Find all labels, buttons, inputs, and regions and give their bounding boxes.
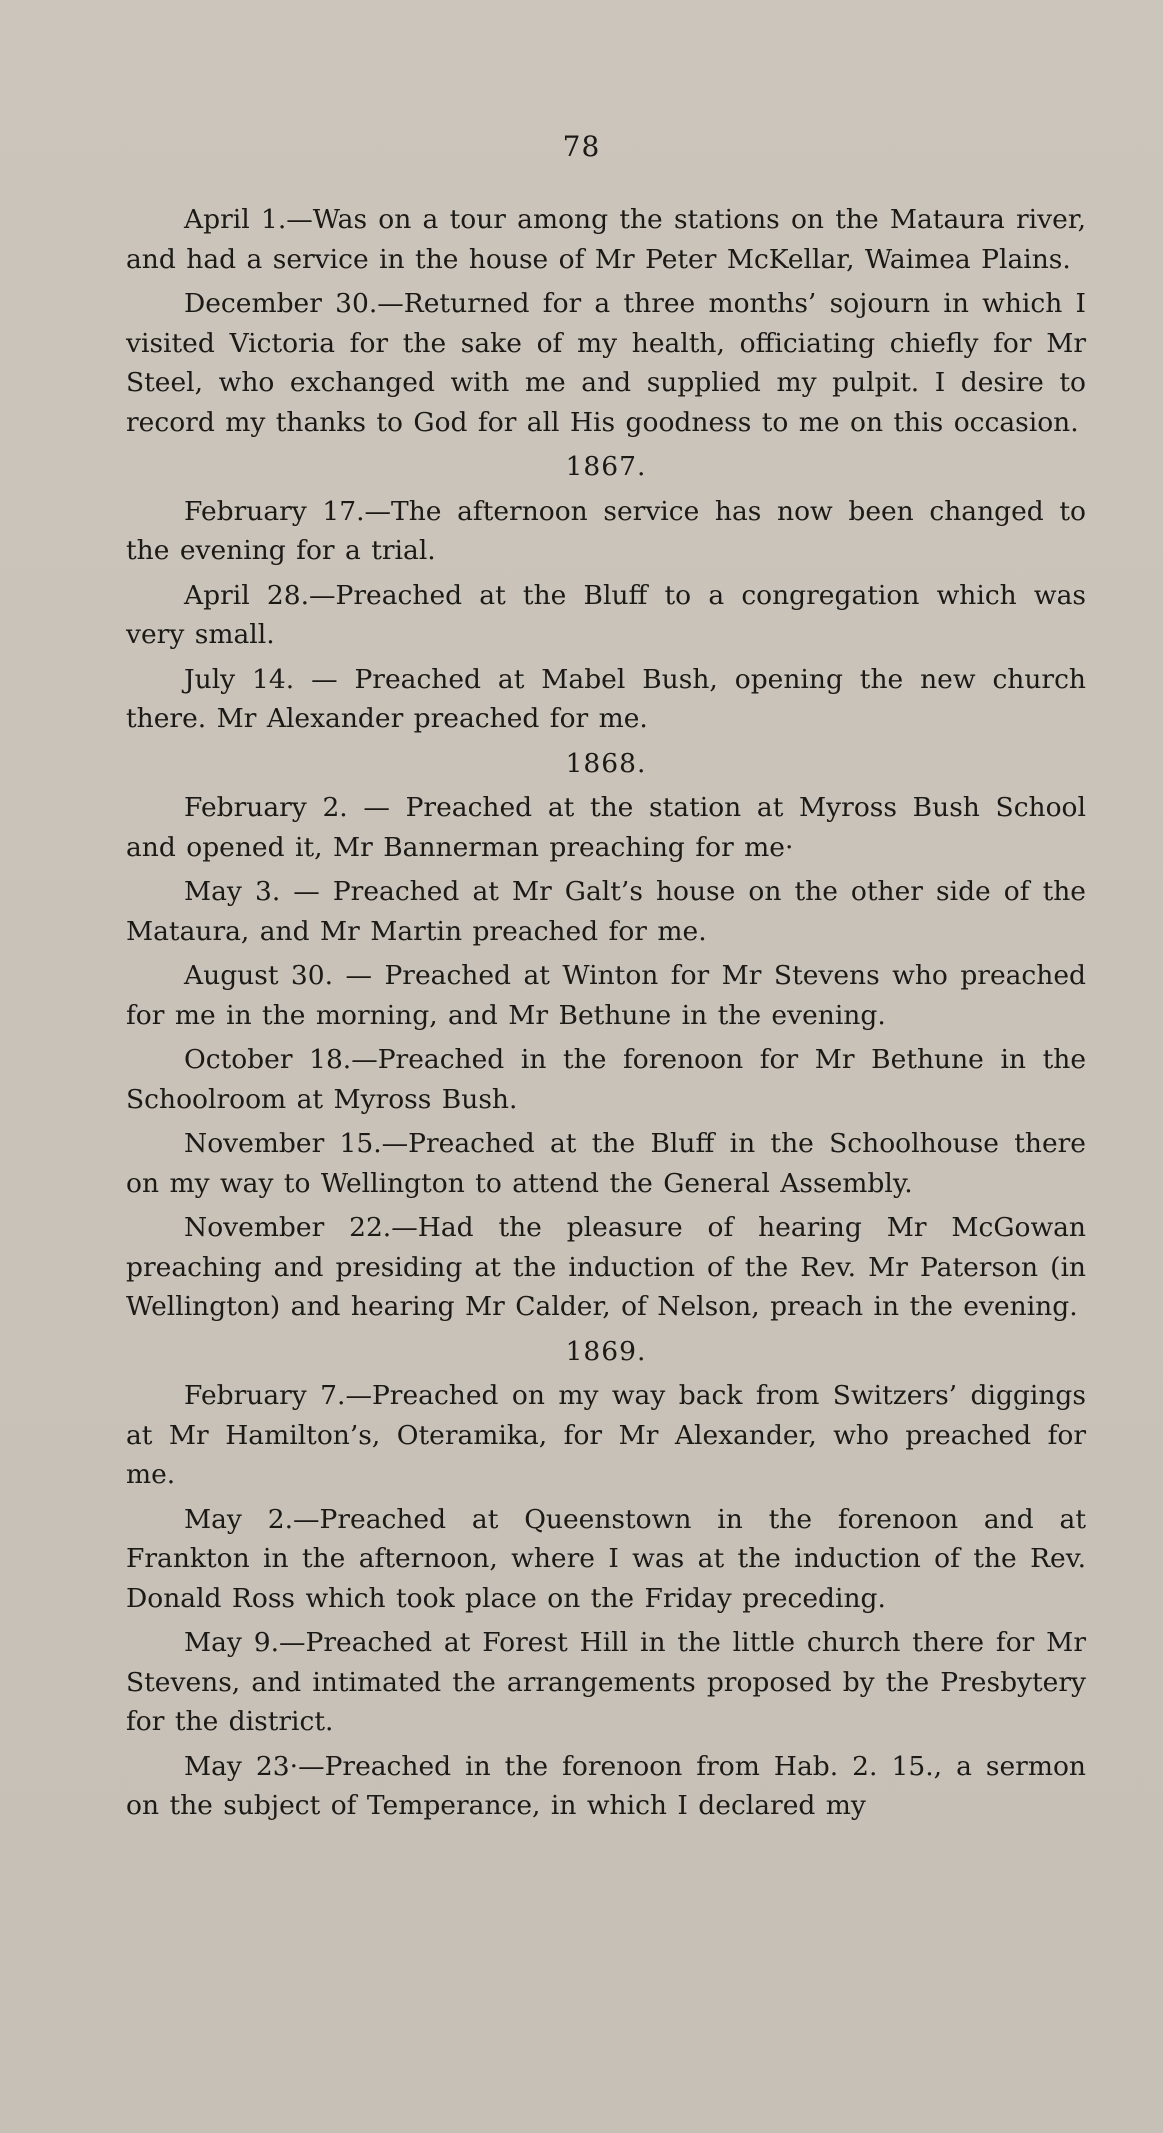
entry-july-14: July 14. — Preached at Mabel Bush, opening the new church there. Mr Alexander preached for me. [126, 663, 1086, 734]
entry-may-23: May 23·—Preached in the forenoon from Hab. 2. 15., a sermon on the subject of Temperance, in which I declared my [126, 1750, 1086, 1821]
page-number: 78 [562, 130, 601, 163]
entry-april-1: April 1.—Was on a tour among the stations on the Mataura river, and had a service in the house of Mr Peter McKellar, Waimea Plains. [126, 204, 1086, 275]
year-heading-1869: 1869. [565, 1335, 647, 1367]
entry-february-2: February 2. — Preached at the station at Myross Bush School and opened it, Mr Bannerman preaching for me· [126, 792, 1086, 863]
year-heading-1868: 1868. [565, 747, 647, 779]
entry-may-2: May 2.—Preached at Queenstown in the forenoon and at Frankton in the afternoon, where I was at the induction of the Rev. Donald Ross which took place on the Friday preceding. [126, 1503, 1086, 1614]
entry-december-30: December 30.—Returned for a three months’ sojourn in which I visited Victoria for the sake of my health, officiating chiefly for Mr Steel, who exchanged with me and supplied my pulpit. I desire to record my thanks to God for all His goodness to me on this occasion. [126, 288, 1086, 438]
entry-april-28: April 28.—Preached at the Bluff to a congregation which was very small. [126, 579, 1086, 650]
entry-may-9: May 9.—Preached at Forest Hill in the little church there for Mr Stevens, and intimated the arrangements proposed by the Presbytery for the district. [126, 1627, 1086, 1737]
entry-november-15: November 15.—Preached at the Bluff in the Schoolhouse there on my way to Wellington to attend the General Assembly. [126, 1128, 1086, 1199]
entry-october-18: October 18.—Preached in the forenoon for Mr Bethune in the Schoolroom at Myross Bush. [126, 1044, 1086, 1115]
entry-august-30: August 30. — Preached at Winton for Mr Stevens who preached for me in the morning, and Mr Bethune in the evening. [126, 960, 1086, 1031]
entry-november-22: November 22.—Had the pleasure of hearing Mr McGowan preaching and presiding at the induction of the Rev. Mr Paterson (in Wellington) and hearing Mr Calder, of Nelson, preach in the evening. [126, 1212, 1086, 1322]
entry-may-3: May 3. — Preached at Mr Galt’s house on the other side of the Mataura, and Mr Martin preached for me. [126, 876, 1086, 947]
year-heading-1867: 1867. [565, 451, 647, 482]
diary-text [126, 200, 1086, 1831]
entry-february-17: February 17.—The afternoon service has now been changed to the evening for a trial. [126, 495, 1086, 566]
entry-february-7: February 7.—Preached on my way back from Switzers’ diggings at Mr Hamilton’s, Oteramika, for Mr Alexander, who preached for me. [126, 1380, 1086, 1490]
